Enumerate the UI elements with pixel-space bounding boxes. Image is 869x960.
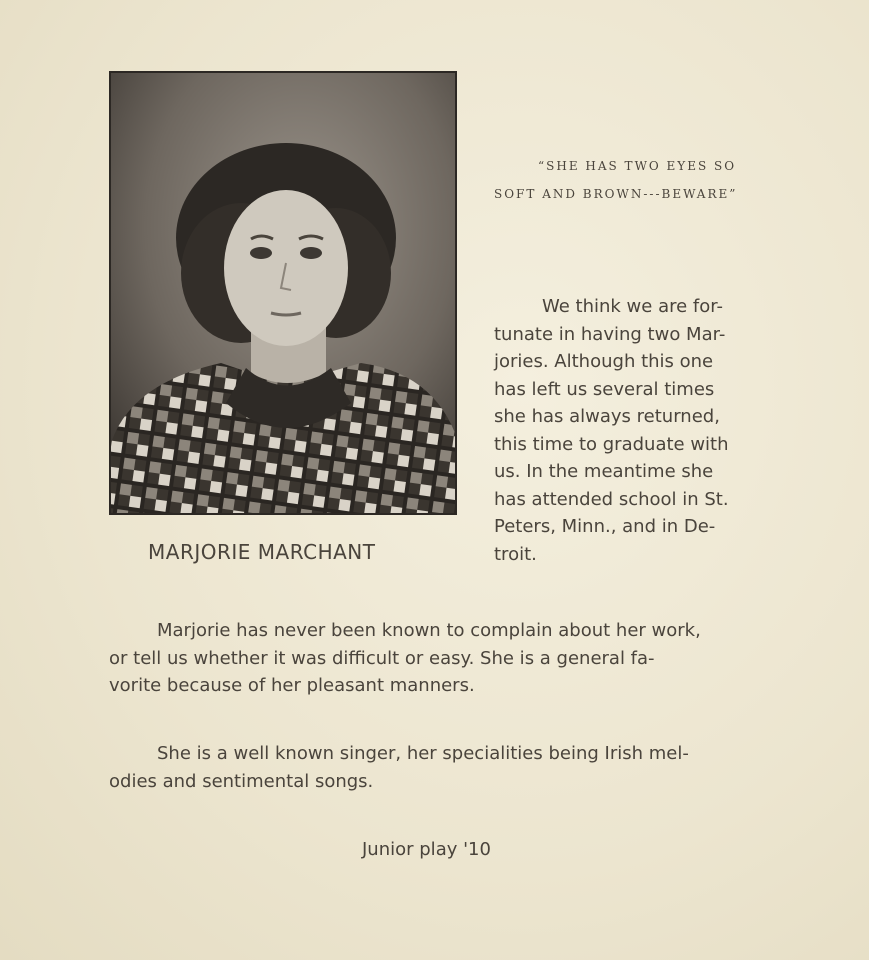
portrait-photo [109, 71, 457, 515]
paragraph-line: odies and sentimental songs. [109, 770, 374, 792]
bio-line: tunate in having two Mar- [494, 323, 726, 345]
bio-line: Peters, Minn., and in De- [494, 516, 716, 537]
paragraph-line: vorite because of her pleasant manners. [109, 675, 475, 696]
bio-line: troit. [494, 543, 537, 565]
singer-paragraph [109, 740, 779, 795]
quote-line-2: SOFT AND BROWN---BEWARE” [494, 187, 738, 201]
bio-paragraph [494, 293, 774, 568]
bio-line: We think we are for- [542, 296, 724, 317]
bio-line: has left us several times [494, 378, 715, 400]
paragraph-line: She is a well known singer, her specialities being Irish mel- [157, 743, 689, 764]
epigraph-quote [494, 152, 784, 208]
bio-line: this time to graduate with [494, 433, 729, 455]
bio-line: jories. Although this one [494, 351, 714, 372]
bio-line: she has always returned, [494, 406, 720, 427]
activities-footer: Junior play '10 [362, 839, 491, 860]
portrait-caption: MARJORIE MARCHANT [148, 540, 376, 564]
character-paragraph [109, 617, 779, 700]
portrait-image [111, 73, 455, 513]
paragraph-line: Marjorie has never been known to complain about her work, [157, 620, 701, 641]
bio-line: has attended school in St. [494, 488, 729, 510]
bio-line: us. In the meantime she [494, 461, 714, 482]
paragraph-line: or tell us whether it was difficult or easy. She is a general fa- [109, 647, 655, 669]
quote-line-1: “SHE HAS TWO EYES SO [538, 159, 737, 173]
